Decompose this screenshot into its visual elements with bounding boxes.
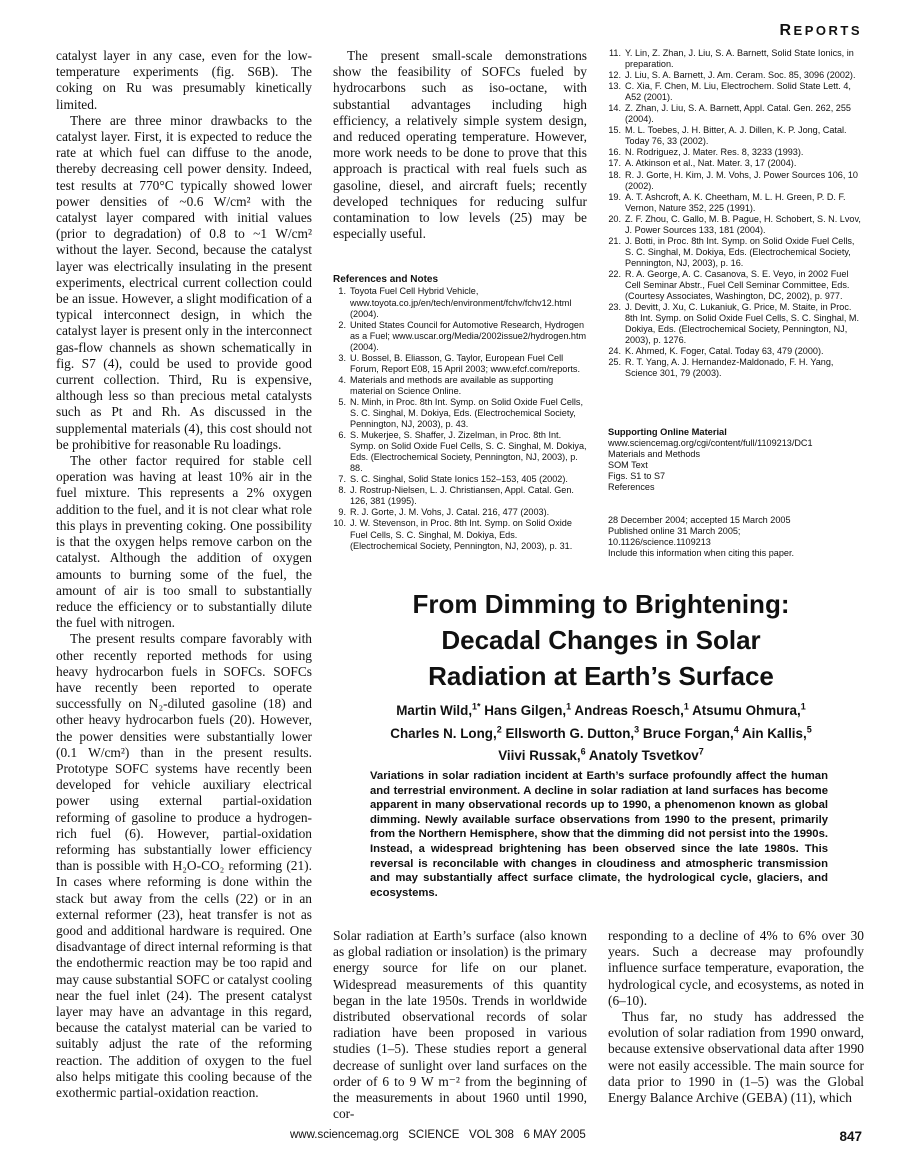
reference-number: 10. xyxy=(333,518,346,529)
author: Atsumu Ohmura,$^1$ xyxy=(692,702,806,719)
reference-item xyxy=(333,485,587,507)
author-list xyxy=(336,698,866,765)
reference-text: Toyota Fuel Cell Hybrid Vehicle, www.toyota.co.jp/en/tech/environment/fchv/fchv12.html (2004). xyxy=(350,286,572,319)
paragraph: responding to a decline of 4% to 6% over 30 years. Such a decrease may profoundly influence surface temperature, evaporation, the hydrological cycle, and ecosystems, as noted in (6–10). xyxy=(608,928,864,1008)
paragraph: The other factor required for stable cell operation was having at least 10% air in the fuel mixture. This represents a 2% oxygen addition to the fuel, and it is not clear what role this plays in preventing coking. One possibility is that the oxygen helps remove carbon on the catalyst. Although the addition of oxygen amounts to burning some of the fuel, the amount of air is too small to substantially reduce the efficiency or to substantially dilute the fuel with nitrogen. xyxy=(56,453,312,631)
reference-number: 13. xyxy=(608,81,621,92)
reference-number: 8. xyxy=(338,485,346,496)
reference-number: 25. xyxy=(608,357,621,368)
article-body-column-1 xyxy=(333,928,587,1122)
reference-item xyxy=(608,70,864,81)
reference-item xyxy=(333,474,587,485)
author: Viivi Russak,$^6$ xyxy=(498,746,586,764)
reference-item xyxy=(608,48,864,70)
section-label-rest: EPORTS xyxy=(793,23,862,38)
footer-info xyxy=(290,1129,650,1141)
paragraph: There are three minor drawbacks to the catalyst layer. First, it is expected to reduce the rate at which fuel can diffuse to the anode, thereby decreasing cell power density. Indeed, test results at 770°C typically showed lower power densities of ~0.6 W/cm² with the catalyst layer compared with initial values (prior to degradation) of 0.8 to ~1 W/cm² without the layer. Second, because the catalyst layer was electrically insulating in the present experiments, electrical current collection could be an issue. However, a slight modification of a typical interconnect design, in which the catalyst layer is present only in the interconnect gas-flow channels as shown schematically in fig. S7 (4), could be used to provide good current collection. Third, Ru is expensive, although less so than precious metal catalysts such as Pt and Rh. As discussed in the supplemental materials (4), this cost should not be prohibitive for reasonable Ru loadings. xyxy=(56,112,312,452)
reference-number: 3. xyxy=(338,352,346,363)
reference-item xyxy=(608,302,864,346)
reference-item xyxy=(333,518,587,551)
reference-item xyxy=(608,269,864,302)
reference-text: R. J. Gorte, H. Kim, J. M. Vohs, J. Power Sources 106, 10 (2002). xyxy=(625,169,858,191)
author: Ain Kallis,$^5$ xyxy=(741,724,812,741)
reference-text: Z. Zhan, J. Liu, S. A. Barnett, Appl. Catal. Gen. 262, 255 (2004). xyxy=(625,103,851,125)
supporting-online-material xyxy=(608,427,864,493)
date-line: 28 December 2004; accepted 15 March 2005 xyxy=(608,515,791,525)
reference-text: S. C. Singhal, Solid State Ionics 152–153, 405 (2002). xyxy=(350,474,568,485)
reference-text: K. Ahmed, K. Foger, Catal. Today 63, 479 (2000). xyxy=(625,346,824,357)
reference-item xyxy=(608,125,864,147)
section-label-initial: R xyxy=(779,22,794,39)
som-heading: Supporting Online Material xyxy=(608,427,727,437)
reference-item xyxy=(608,192,864,214)
reference-text: J. Liu, S. A. Barnett, J. Am. Ceram. Soc. 85, 3096 (2002). xyxy=(625,70,856,81)
reference-text: J. Botti, in Proc. 8th Int. Symp. on Solid Oxide Fuel Cells, S. C. Singhal, M. Dokiya, Eds. (Electrochemical Society, Pennington, NJ, 2003), p. 16. xyxy=(625,235,855,268)
som-line: Figs. S1 to S7 xyxy=(608,471,666,482)
reference-text: Z. F. Zhou, C. Gallo, M. B. Pague, H. Schobert, S. N. Lvov, J. Power Sources 133, 181 (2004). xyxy=(625,213,861,235)
reference-text: R. T. Yang, A. J. Hernandez-Maldonado, F. H. Yang, Science 301, 79 (2003). xyxy=(625,357,834,379)
paragraph: Solar radiation at Earth’s surface (also known as global radiation or insolation) is the primary energy source for life on our planet. Widespread measurements of this quantity began in the late 1950s. Trends in worldwide distributed observational records of solar radiation have been proposed in various studies (1–5). These studies report a general decrease of sunlight over land surfaces on the order of 6 to 9 W m⁻² from the beginning of the measurements in about 1960 until 1990, cor- xyxy=(333,928,587,1122)
som-line: References xyxy=(608,482,655,493)
reference-number: 23. xyxy=(608,302,621,313)
author: Andreas Roesch,$^1$ xyxy=(574,702,689,719)
section-label xyxy=(779,22,862,40)
reference-text: J. Rostrup-Nielsen, L. J. Christiansen, Appl. Catal. Gen. 126, 381 (1995). xyxy=(350,485,574,507)
reference-number: 6. xyxy=(338,430,346,441)
footer-site[interactable]: www.sciencemag.org xyxy=(290,1129,399,1141)
author: Hans Gilgen,$^1$ xyxy=(484,702,572,719)
article-title xyxy=(336,586,866,694)
author: Ellsworth G. Dutton,$^3$ xyxy=(505,724,640,741)
author: Martin Wild,$^{1*}$ xyxy=(396,702,481,719)
reference-text: N. Minh, in Proc. 8th Int. Symp. on Solid Oxide Fuel Cells, S. C. Singhal, M. Dokiya, Eds. (Electrochemical Society, Pennington, NJ, 2003), p. 43. xyxy=(350,396,583,430)
paragraph: Thus far, no study has addressed the evolution of solar radiation from 1990 onward, because extensive observational data after 1990 were not easily accessible. The main source for data prior to 1990 in (1–5) was the Global Energy Balance Archive (GEBA) (11), which xyxy=(608,1009,864,1106)
author: Bruce Forgan,$^4$ xyxy=(642,724,739,741)
paragraph: The present results compare favorably with other recently reported methods for using heavy hydrocarbon fuels in SOFCs. SOFCs have recently been reported to operate successfully on N₂-diluted gasoline (18) and other heavy hydrocarbon fuels (20). However, the power densities were substantially lower (0.1 W/cm²) than in the present results. Prototype SOFC systems have recently been developed for vehicle auxiliary electrical power using external partial-oxidation reforming of gasoline to produce a hydrogen-rich fuel (6). However, partial-oxidation reforming has substantially lower efficiency than is possible with H₂O-CO₂ reforming (21). In cases where reforming is done within the stack but away from the cells (22) or in an external reformer (23), heat transfer is not as good and additional hardware is required. One disadvantage of direct internal reforming is that the endothermic reaction may be too rapid and may cause substantial SOFC or catalyst cooling near the fuel inlet (24). The present catalyst layer may have an advantage in this regard, because the catalyst material can be varied to suitably adjust the rate of the reforming reaction. The addition of oxygen to the fuel also helps mitigate this cooling because of the exothermic partial-oxidation reaction. xyxy=(56,631,312,1100)
reference-number: 2. xyxy=(338,319,346,330)
reference-number: 11. xyxy=(609,48,621,58)
paragraph: The present small-scale demonstrations show the feasibility of SOFCs fueled by hydrocarbons such as iso-octane, with substantial advantages including high efficiency, a relatively simple system design, and reduced operating temperature. However, more work needs to be done to prove that this approach is practical with real fuels such as gasoline, diesel, and aircraft fuels; recently developed techniques for reducing sulfur contamination to low levels (25) may be especially useful. xyxy=(333,48,587,242)
reference-number: 16. xyxy=(608,147,621,158)
footer-volume: VOL 308 xyxy=(468,1129,514,1141)
footer-date: 6 MAY 2005 xyxy=(523,1129,586,1141)
reference-number: 14. xyxy=(608,103,621,114)
reference-item xyxy=(608,357,864,379)
som-line: SOM Text xyxy=(608,460,648,471)
date-line: Published online 31 March 2005; xyxy=(608,526,741,537)
publication-dates xyxy=(608,515,864,559)
reference-text: J. W. Stevenson, in Proc. 8th Int. Symp. on Solid Oxide Fuel Cells, S. C. Singhal, M. Dokiya, Eds. (Electrochemical Society, Pennington, NJ, 2003), p. 31. xyxy=(350,518,573,551)
reference-text: U. Bossel, B. Eliasson, G. Taylor, European Fuel Cell Forum, Report E08, 15 April 2003; www.efcf.com/reports. xyxy=(350,352,580,374)
citation-note: Include this information when citing this paper. xyxy=(608,548,795,559)
doi: 10.1126/science.1109213 xyxy=(608,537,711,548)
reference-text: J. Devitt, J. Xu, C. Lukaniuk, G. Price, M. Staite, in Proc. 8th Int. Symp. on Solid Oxide Fuel Cells, S. C. Singhal, M. Dokiya, Eds. (Electrochemical Society, Pennington, NJ, 2003), p. 1276. xyxy=(625,302,860,346)
title-line: Radiation at Earth’s Surface xyxy=(428,661,774,691)
reference-number: 24. xyxy=(608,346,621,357)
reference-item xyxy=(608,81,864,103)
title-line: Decadal Changes in Solar xyxy=(441,625,761,655)
article-body-column-2 xyxy=(608,928,864,1106)
reference-item xyxy=(608,103,864,125)
body-column-2 xyxy=(333,48,587,552)
reference-text: M. L. Toebes, J. H. Bitter, A. J. Dillen, K. P. Jong, Catal. Today 76, 33 (2002). xyxy=(625,125,847,147)
paragraph: catalyst layer in any case, even for the low-temperature experiments (fig. S6B). The coking on Ru was presumably kinetically limited. xyxy=(56,48,312,112)
reference-item xyxy=(333,397,587,430)
reference-item xyxy=(608,214,864,236)
reference-item xyxy=(333,375,587,397)
reference-item xyxy=(333,507,587,518)
author: Charles N. Long,$^2$ xyxy=(390,724,502,741)
reference-text: C. Xia, F. Chen, M. Liu, Electrochem. Solid State Lett. 4, A52 (2001). xyxy=(625,81,851,103)
reference-number: 18. xyxy=(608,169,621,180)
references-column xyxy=(608,48,864,379)
reference-text: R. J. Gorte, J. M. Vohs, J. Catal. 216, 477 (2003). xyxy=(350,507,550,518)
reference-item xyxy=(608,236,864,269)
reference-text: R. A. George, A. C. Casanova, S. E. Veyo, in 2002 Fuel Cell Seminar Abstr., Fuel Cell Seminar Committee, Eds. (Courtesy Associates, Washington, DC, 2002), p. 977. xyxy=(625,268,850,302)
references-heading: References and Notes xyxy=(333,274,439,286)
reference-number: 17. xyxy=(608,158,621,169)
reference-item xyxy=(333,353,587,375)
reference-number: 7. xyxy=(338,474,346,485)
reference-number: 20. xyxy=(608,213,621,224)
reference-number: 15. xyxy=(608,125,621,136)
title-line: From Dimming to Brightening: xyxy=(412,589,790,619)
reference-number: 5. xyxy=(338,396,346,407)
reference-text: A. Atkinson et al., Nat. Mater. 3, 17 (2004). xyxy=(625,158,797,169)
author: Anatoly Tsvetkov$^7$ xyxy=(588,746,704,764)
reference-number: 22. xyxy=(608,268,621,279)
reference-item xyxy=(608,158,864,169)
reference-number: 19. xyxy=(608,191,621,202)
reference-number: 21. xyxy=(608,235,621,246)
body-column-1 xyxy=(56,48,312,1101)
som-link[interactable]: www.sciencemag.org/cgi/content/full/1109213/DC1 xyxy=(608,438,813,449)
page-number: 847 xyxy=(839,1129,862,1144)
reference-item xyxy=(608,170,864,192)
references-list xyxy=(333,274,587,551)
abstract: Variations in solar radiation incident at Earth’s surface profoundly affect the human and terrestrial environment. A decline in solar radiation at land surfaces has become apparent in many observational records up to 1990, a phenomenon known as global dimming. Newly available surface observations from 1990 to the present, primarily from the Northern Hemisphere, show that the dimming did not persist into the 1990s. Instead, a widespread brightening has been observed since the late 1980s. This reversal is reconcilable with changes in cloudiness and atmospheric transmission and may substantially affect surface climate, the hydrological cycle, glaciers, and ecosystems. xyxy=(370,770,828,899)
reference-item xyxy=(333,320,587,353)
reference-text: A. T. Ashcroft, A. K. Cheetham, M. L. H. Green, P. D. F. Vernon, Nature 352, 225 (1991). xyxy=(625,191,846,213)
som-line: Materials and Methods xyxy=(608,449,700,460)
reference-text: Y. Lin, Z. Zhan, J. Liu, S. A. Barnett, Solid State Ionics, in preparation. xyxy=(625,48,854,70)
footer-journal: SCIENCE xyxy=(408,1129,460,1141)
reference-item xyxy=(608,147,864,158)
reference-number: 1. xyxy=(338,286,346,297)
reference-text: S. Mukerjee, S. Shaffer, J. Zizelman, in Proc. 8th Int. Symp. on Solid Oxide Fuel Cells, S. C. Singhal, M. Dokiya, Eds. (Electrochemical Society, Pennington, NJ, 2003), p. 88. xyxy=(350,430,587,474)
reference-text: N. Rodriguez, J. Mater. Res. 8, 3233 (1993). xyxy=(625,147,804,158)
reference-text: Materials and methods are available as supporting material on Science Online. xyxy=(350,374,554,396)
reference-number: 9. xyxy=(338,507,346,518)
reference-number: 4. xyxy=(338,374,346,385)
reference-item xyxy=(608,346,864,357)
reference-item xyxy=(333,430,587,474)
reference-number: 12. xyxy=(608,70,621,81)
reference-item xyxy=(333,286,587,319)
reference-text: United States Council for Automotive Research, Hydrogen as a Fuel; www.uscar.org/Media/2002issue2/hydrogen.htm (2004). xyxy=(350,319,587,352)
